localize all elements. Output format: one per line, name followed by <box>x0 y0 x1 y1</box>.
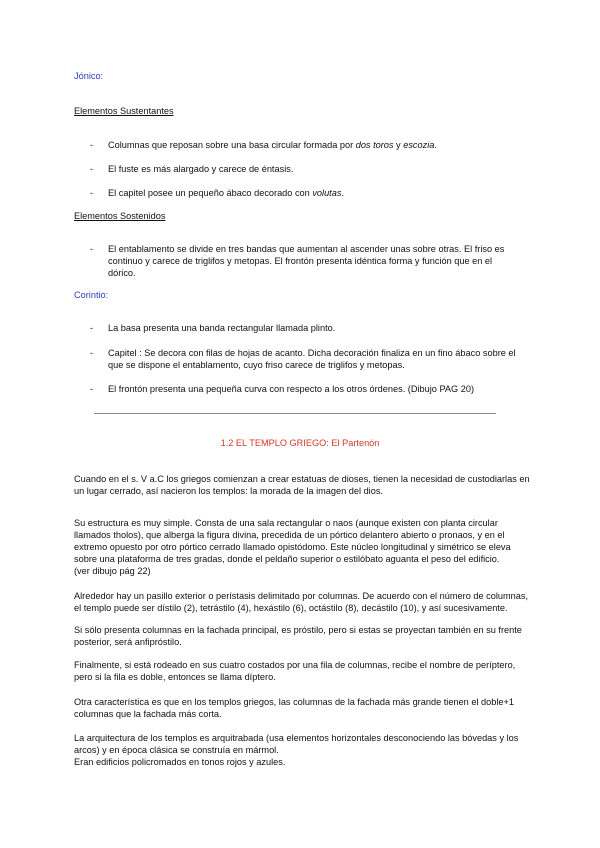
jonico-heading: Jónico: <box>74 71 104 81</box>
item-line: que se dispone el entablamento, cuyo friso carece de triglifos y metopas. <box>108 360 405 370</box>
paragraph <box>74 517 530 577</box>
paragraph-line: extremo opuesto por otro pórtico cerrado llamado opistódomo. Este núcleo longitudinal y simétrico se eleva <box>74 542 511 552</box>
item-text: . <box>341 188 345 198</box>
bullet-dash: - <box>90 140 94 150</box>
paragraph-line: arcos) y en época clásica se construía en mármol. <box>74 745 279 755</box>
item-line: Capitel : Se decora con filas de hojas de acanto. Dicha decoración finaliza en un fino ábaco sobre el <box>108 348 516 358</box>
paragraph-line: Finalmente, si está rodeado en sus cuatro costados por una fila de columnas, recibe el nombre de períptero, <box>74 660 516 670</box>
paragraph <box>74 590 530 614</box>
bullet-dash: - <box>90 244 94 254</box>
paragraph <box>74 473 530 497</box>
item-line: El frontón presenta una pequeña curva con respecto a los otros órdenes. (Dibujo PAG 20) <box>108 384 475 394</box>
paragraph-line: (ver dibujo pág 22) <box>74 566 151 576</box>
bullet-dash: - <box>90 323 94 333</box>
paragraph-line: sobre una plataforma de tres gradas, donde el peldaño superior o estilóbato aguanta el peso del edificio. <box>74 554 500 564</box>
paragraph-line: Si sólo presenta columnas en la fachada principal, es próstilo, pero si estas se proyectan también en su frente <box>74 625 522 635</box>
item-line: El entablamento se divide en tres bandas que aumentan al ascender unas sobre otras. El friso es <box>108 244 505 254</box>
paragraph-line: Cuando en el s. V a.C los griegos comienzan a crear estatuas de dioses, tienen la necesidad de custodiarlas en <box>74 474 530 484</box>
item-text: . <box>434 140 437 150</box>
paragraph-line: un lugar cerrado, así nacieron los templos: la morada de la imagen del dios. <box>74 486 383 496</box>
corintio-heading: Corintio: <box>74 290 109 300</box>
item-emphasis: escozia <box>403 140 435 150</box>
paragraph-line: Eran edificios policromados en tonos rojos y azules. <box>74 757 286 767</box>
paragraph <box>74 624 530 648</box>
paragraph-line: pero si la fila es doble, entonces se llama díptero. <box>74 672 276 682</box>
item-text: y <box>393 140 404 150</box>
paragraph-line: columnas que la fachada más corta. <box>74 709 222 719</box>
item-text: El fuste es más alargado y carece de éntasis. <box>108 164 294 174</box>
paragraph <box>74 659 530 683</box>
bullet-dash: - <box>90 384 94 394</box>
section-divider <box>94 413 496 414</box>
item-text: Columnas que reposan sobre una basa circular formada por <box>108 140 356 150</box>
item-emphasis: dos toros <box>355 140 394 150</box>
paragraph-line: Su estructura es muy simple. Consta de una sala rectangular o naos (aunque existen con planta circular <box>74 518 498 528</box>
paragraph-line: posterior, será anfipróstilo. <box>74 637 182 647</box>
bullet-dash: - <box>90 164 94 174</box>
item-line: continuo y carece de triglifos y metopas. El frontón presenta idéntica forma y función que en el dórico. <box>108 256 493 278</box>
paragraph-line: La arquitectura de los templos es arquitrabada (usa elementos horizontales desconociendo las bóvedas y los <box>74 733 519 743</box>
sustentantes-title: Elementos Sustentantes <box>74 106 174 116</box>
item-line: La basa presenta una banda rectangular llamada plinto. <box>108 323 336 333</box>
paragraph <box>74 732 530 768</box>
item-text: El capitel posee un pequeño ábaco decorado con <box>108 188 313 198</box>
paragraph-line: Alrededor hay un pasillo exterior o perístasis delimitado por columnas. De acuerdo con el número de columnas, <box>74 591 529 601</box>
item-emphasis: volutas <box>312 188 342 198</box>
paragraph-line: llamados tholos), que alberga la figura divina, precedida de un pórtico delantero abierto o pronaos, y en el <box>74 530 505 540</box>
section-title: 1.2 EL TEMPLO GRIEGO: El Partenón <box>220 438 380 448</box>
bullet-dash: - <box>90 188 94 198</box>
paragraph-line: el templo puede ser dístilo (2), tetrástilo (4), hexástilo (6), octástilo (8), decástilo (10), y así sucesivamente. <box>74 603 508 613</box>
bullet-dash: - <box>90 348 94 358</box>
paragraph <box>74 696 530 720</box>
paragraph-line: Otra característica es que en los templos griegos, las columnas de la fachada más grande tienen el doble+1 <box>74 697 514 707</box>
sostenidos-title: Elementos Sostenidos <box>74 211 166 221</box>
